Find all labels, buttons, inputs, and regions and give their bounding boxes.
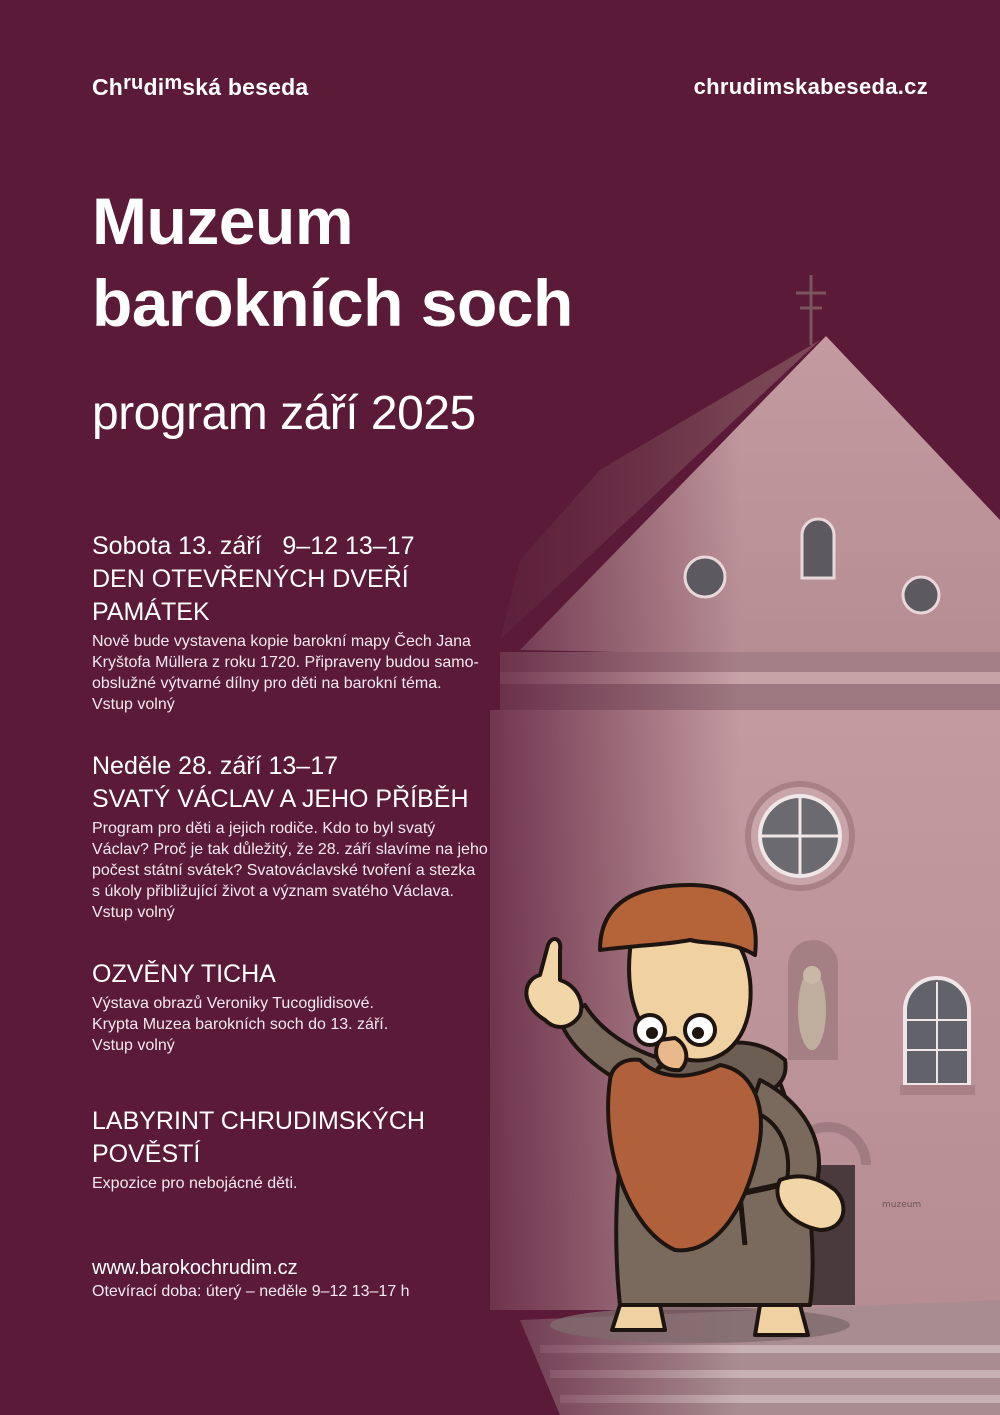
opening-hours: Otevírací doba: úterý – neděle 9–12 13–17 h — [92, 1283, 410, 1300]
event-open-doors — [92, 530, 512, 715]
website-link[interactable]: chrudimskabeseda.cz — [693, 74, 928, 99]
footer — [92, 1255, 410, 1303]
event-title: OZVĚNY TICHA — [92, 960, 276, 988]
chrudimska-beseda-logo[interactable]: Chrudimská beseda — [92, 72, 309, 100]
event-description: Výstava obrazů Veroniky Tucoglidisové. Krypta Muzea barokních soch do 13. září. — [92, 995, 389, 1033]
page-title — [92, 180, 573, 344]
title-line-1: Muzeum — [92, 184, 353, 258]
event-title: DEN OTEVŘENÝCH DVEŘÍ PAMÁTEK — [92, 565, 409, 626]
event-description: Nově bude vystavena kopie barokní mapy Čech Jana Kryštofa Müllera z roku 1720. Připraveny budou samo- obslužné výtvarné dílny pro děti na barokní téma. — [92, 633, 479, 692]
event-saint-wenceslas — [92, 750, 512, 923]
event-labyrinth — [92, 1105, 512, 1194]
event-date: Neděle 28. září 13–17 — [92, 752, 339, 780]
event-title: LABYRINT CHRUDIMSKÝCH POVĚSTÍ — [92, 1107, 425, 1168]
event-entry: Vstup volný — [92, 904, 175, 921]
building-sign: muzeum — [882, 1200, 922, 1210]
title-line-2: barokních soch — [92, 266, 573, 340]
museum-website-link[interactable]: www.barokochrudim.cz — [92, 1257, 298, 1279]
event-date: Sobota 13. září 9–12 13–17 — [92, 532, 415, 560]
event-title: SVATÝ VÁCLAV A JEHO PŘÍBĚH — [92, 785, 469, 813]
event-entry: Vstup volný — [92, 1037, 175, 1054]
page-subtitle: program září 2025 — [92, 387, 476, 440]
event-entry: Vstup volný — [92, 696, 175, 713]
event-ozveny-ticha — [92, 958, 512, 1056]
event-description: Expozice pro nebojácné děti. — [92, 1175, 298, 1192]
event-description: Program pro děti a jejich rodiče. Kdo to byl svatý Václav? Proč je tak důležitý, že 28. září slavíme na jeho počest státní svátek? Svatováclavské tvoření a stezka s úkoly přibližující život a význam svatého Václava. — [92, 820, 488, 900]
